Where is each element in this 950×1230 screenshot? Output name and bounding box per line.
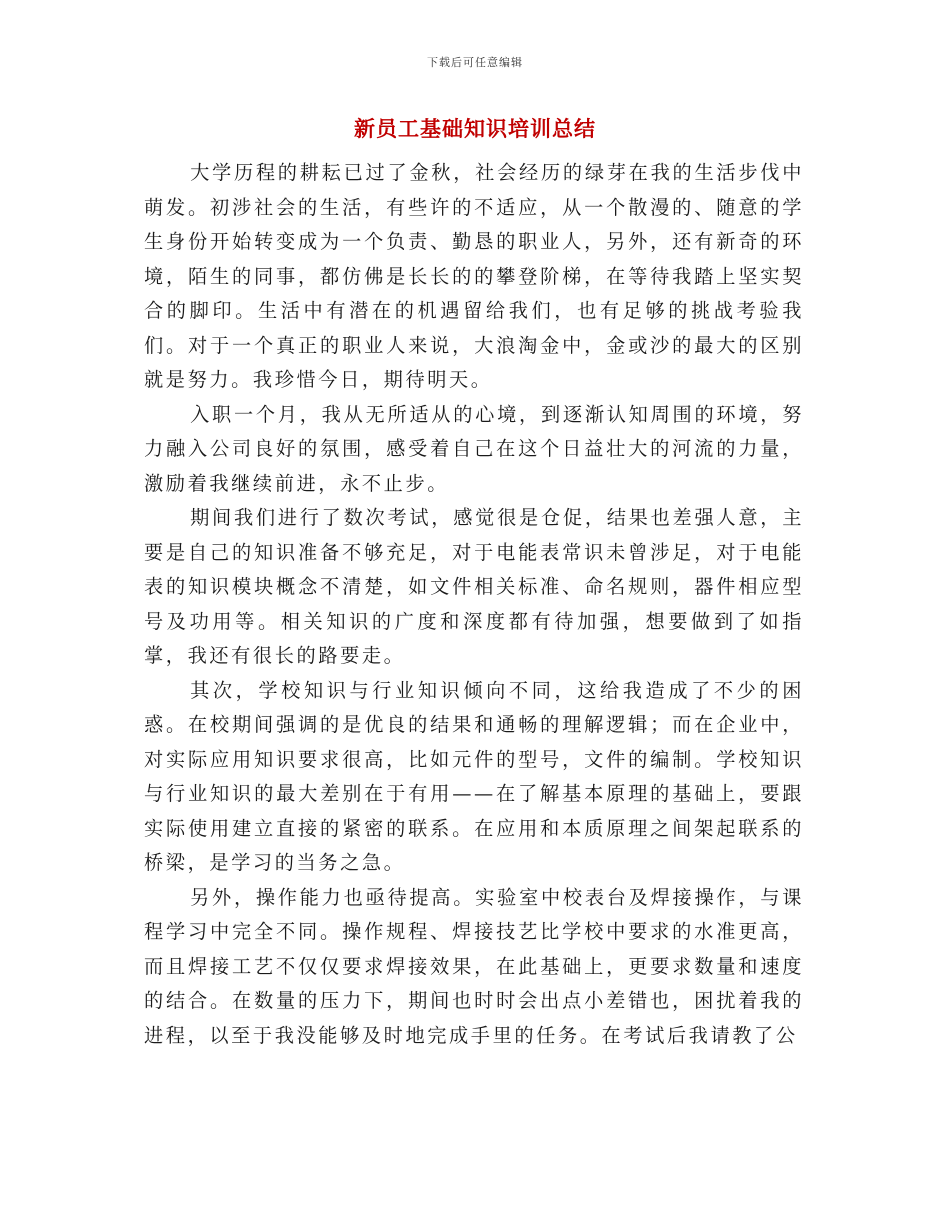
document-body	[144, 156, 804, 1053]
header-note: 下载后可任意编辑	[427, 56, 523, 69]
document-title: 新员工基础知识培训总结	[354, 116, 596, 141]
paragraph-2: 入职一个月，我从无所适从的心境，到逐渐认知周围的环境，努力融入公司良好的氛围，感受着自己在这个日益壮大的河流的力量，激励着我继续前进，永不止步。	[144, 402, 804, 495]
paragraph-5: 另外，操作能力也亟待提高。实验室中校表台及焊接操作，与课程学习中完全不同。操作规程、焊接技艺比学校中要求的水准更高，而且焊接工艺不仅仅要求焊接效果，在此基础上，更要求数量和速度的结合。在数量的压力下，期间也时时会出点小差错也，困扰着我的进程，以至于我没能够及时地完成手里的任务。在考试后我请教了公	[144, 885, 804, 1047]
paragraph-1: 大学历程的耕耘已过了金秋，社会经历的绿芽在我的生活步伐中萌发。初涉社会的生活，有些许的不适应，从一个散漫的、随意的学生身份开始转变成为一个负责、勤恳的职业人，另外，还有新奇的环境，陌生的同事，都仿佛是长长的的攀登阶梯，在等待我踏上坚实契合的脚印。生活中有潜在的机遇留给我们，也有足够的挑战考验我们。对于一个真正的职业人来说，大浪淘金中，金或沙的最大的区别就是努力。我珍惜今日，期待明天。	[144, 161, 804, 391]
paragraph-4: 其次，学校知识与行业知识倾向不同，这给我造成了不少的困惑。在校期间强调的是优良的结果和通畅的理解逻辑；而在企业中，对实际应用知识要求很高，比如元件的型号，文件的编制。学校知识与行业知识的最大差别在于有用——在了解基本原理的基础上，要跟实际使用建立直接的紧密的联系。在应用和本质原理之间架起联系的桥梁，是学习的当务之急。	[144, 678, 804, 874]
paragraph-3: 期间我们进行了数次考试，感觉很是仓促，结果也差强人意，主要是自己的知识准备不够充足，对于电能表常识未曾涉足，对于电能表的知识模块概念不清楚，如文件相关标准、命名规则，器件相应型号及功用等。相关知识的广度和深度都有待加强，想要做到了如指掌，我还有很长的路要走。	[144, 506, 804, 667]
